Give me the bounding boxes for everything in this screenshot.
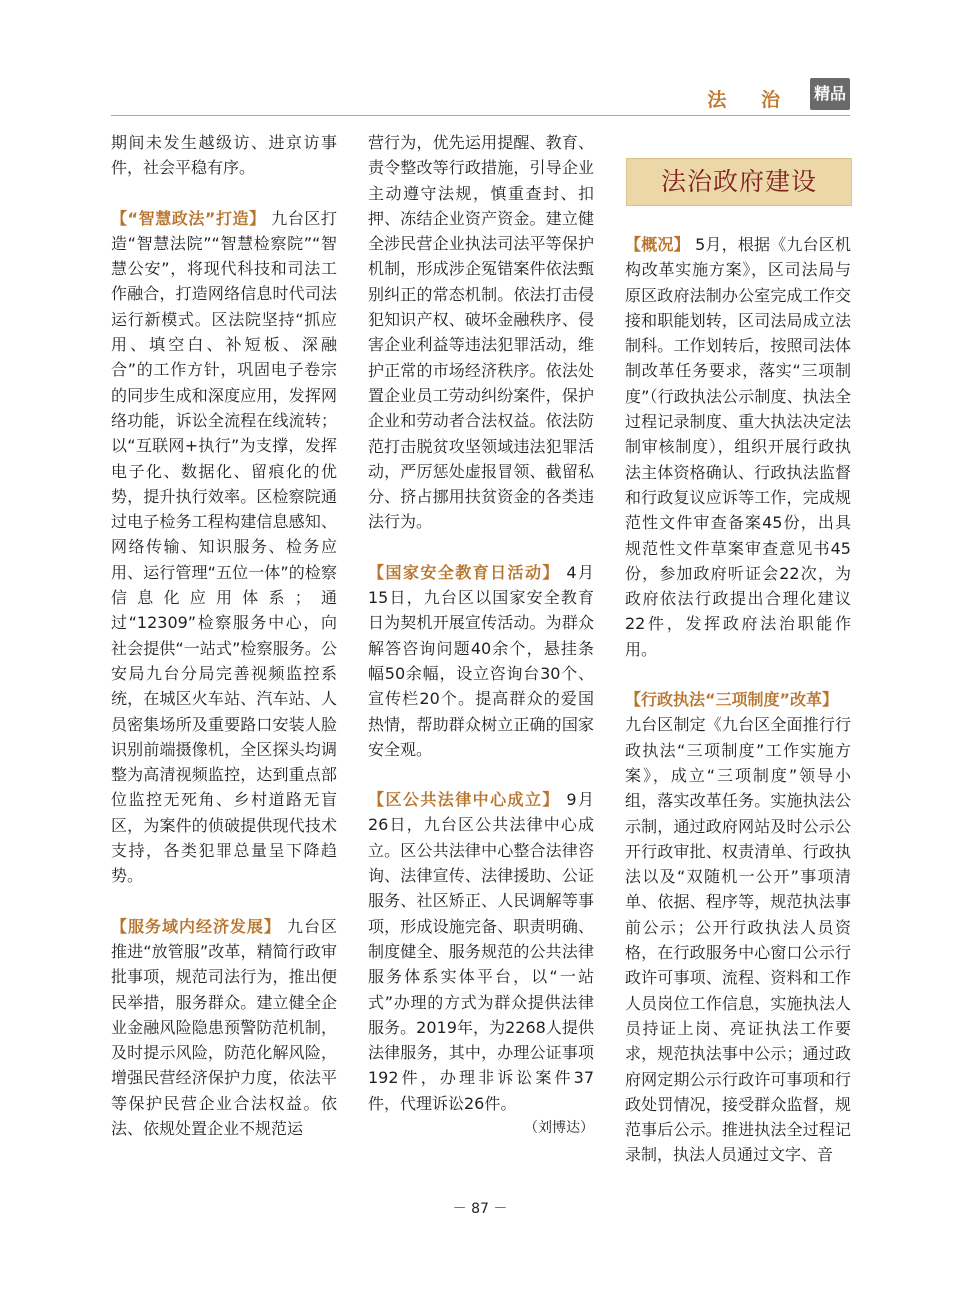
column-3 [625,130,851,1168]
jingpin-logo: 精品 [810,78,850,110]
column-1 [111,130,337,1141]
paragraph [625,687,851,1168]
paragraph-text: 九台区打造“智慧法院”“智慧检察院”“智慧公安”，将现代科技和司法工作融合，打造网络信息时代司法运行新模式。区法院坚持“抓应用、填空白、补短板、深融合”的工作方针，巩固电子卷宗的同步生成和深度应用，发挥网络功能，诉讼全流程在线流转；以“互联网+执行”为支撑，发挥电子化、数据化、留痕化的优势，提升执行效率。区检察院通过电子检务工程构建信息感知、网络传输、知识服务、检务应用、运行管理“五位一体”的检察信息化应用体系；通过“12309”检察服务中心，向社会提供“一站式”检察服务。公安局九台分局完善视频监控系统，在城区火车站、汽车站、人员密集场所及重要路口安装人脸识别前端摄像机，全区探头均调整为高清视频监控，达到重点部位监控无死角、乡村道路无盲区，为案件的侦破提供现代技术支持，各类犯罪总量呈下降趋势。 [111,208,337,886]
column-2 [368,130,594,1141]
section-heading: 【服务域内经济发展】 [111,916,281,936]
section-label: 法 治 [707,89,794,111]
section-heading: 【概况】 [625,235,690,254]
paragraph [111,914,337,1142]
paragraph [625,232,851,662]
paragraph: 营行为，优先运用提醒、教育、责令整改等行政措施，引导企业主动遵守法规，慎重查封、扣押、冻结企业资产资金。建立健全涉民营企业执法司法平等保护机制，形成涉企冤错案件依法甄别纠正的常态机制。依法打击侵犯知识产权、破坏金融秩序、侵害企业利益等违法犯罪活动，维护正常的市场经济秩序。依法处置企业员工劳动纠纷案件，保护企业和劳动者合法权益。依法防范打击脱贫攻坚领域违法犯罪活动，严厉惩处虚报冒领、截留私分、挤占挪用扶贫资金的各类违法行为。 [368,133,594,532]
paragraph-text: 4月15日，九台区以国家安全教育日为契机开展宣传活动。为群众解答咨询问题40余个，悬挂条幅50余幅，设立咨询台30个、宣传栏20个。提高群众的爱国热情，帮助群众树立正确的国家安全观。 [368,562,594,759]
section-heading: 【区公共法律中心成立】 [368,790,560,810]
paragraph-text: 九台区制定《九台区全面推行行政执法“三项制度”工作实施方案》，成立“三项制度”领导小组，落实改革任务。实施执法公示制，通过政府网站及时公示公开行政审批、权责清单、行政执法以及“双随机一公开”事项清单、依据、程序等，规范执法事前公示；公开行政执法人员资格，在行政服务中心窗口公示行政许可事项、流程、资料和工作人员岗位工作信息，实施执法人员持证上岗、亮证执法工作要求，规范执法事中公示；通过政府网定期公示行政许可事项和行政处罚情况，接受群众监督，规范事后公示。推进执法全过程记录制，执法人员通过文字、音 [625,715,851,1165]
paragraph: 期间未发生越级访、进京访事件，社会平稳有序。 [111,133,337,178]
section-heading: 【国家安全教育日活动】 [368,562,560,582]
paragraph-text: 九台区推进“放管服”改革，精简行政审批事项，规范司法行为，推出便民举措，服务群众。建立健全企业金融风险隐患预警防范机制，及时提示风险，防范化解风险，增强民营经济保护力度，依法平等保护民营企业合法权益。依法、依规处置企业不规范运 [111,916,337,1138]
paragraph [368,560,594,762]
section-heading: 【“智慧政法”打造】 [111,208,266,228]
page-header [111,78,850,116]
paragraph [368,787,594,1116]
paragraph [111,206,337,889]
section-title: 法治政府建设 [626,158,852,206]
author-credit: （刘博达） [524,1119,594,1136]
header-rule [111,115,850,116]
paragraph-text: 9月26日，九台区公共法律中心成立。区公共法律中心整合法律咨询、法律宣传、法律援助、公证服务、社区矫正、人民调解等事项，形成设施完备、职责明确、制度健全、服务规范的公共法律服务体系实体平台，以“一站式”办理的方式为群众提供法律服务。2019年，为2268人提供法律服务，其中，办理公证事项192件，办理非诉讼案件37件，代理诉讼26件。 [368,790,594,1113]
section-heading: 【行政执法“三项制度”改革】 [625,690,839,710]
page-number: － 87 － [452,1201,508,1217]
paragraph-text: 5月，根据《九台区机构改革实施方案》，区司法局与原区政府法制办公室完成工作交接和职能划转，区司法局成立法制科。工作划转后，按照司法体制改革任务要求，落实“三项制度”（行政执法公示制度、执法全过程记录制度、重大执法决定法制审核制度），组织开展行政执法主体资格确认、行政执法监督和行政复议应诉等工作，完成规范性文件审查备案45份，出具规范性文件草案审查意见书45份，参加政府听证会22次，为政府依法行政提出合理化建议22件，发挥政府法治职能作用。 [625,235,851,659]
